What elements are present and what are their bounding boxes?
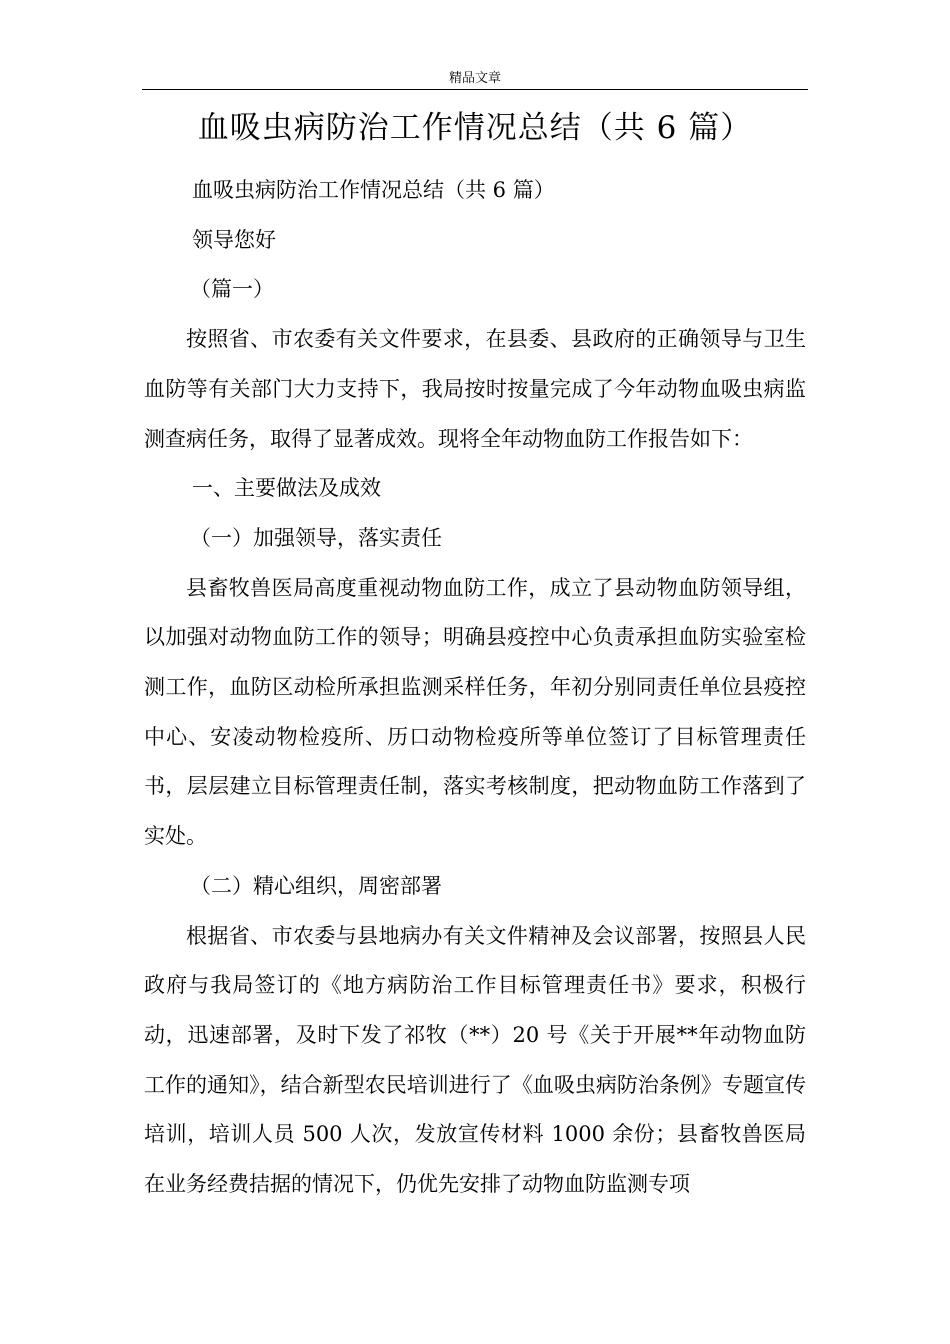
- section-label-paragraph: （篇一）: [190, 277, 274, 302]
- body-paragraph: 县畜牧兽医局高度重视动物血防工作，成立了县动物血防领导组，以加强对动物血防工作的领导；明确县疫控中心负责承担血防实验室检测工作，血防区动检所承担监测采样任务，年初分别同责任单位县疫控中心、安凌动物检疫所、历口动物检疫所等单位签订了目标管理责任书，层层建立目标管理责任制，落实考核制度，把动物血防工作落到了实处。: [144, 575, 806, 849]
- document-title: 血吸虫病防治工作情况总结（共 6 篇）: [197, 110, 753, 146]
- greeting-paragraph: 领导您好: [192, 227, 276, 252]
- subheading-paragraph: （一）加强领导，落实责任: [190, 525, 442, 550]
- body-paragraph: 根据省、市农委与县地病办有关文件精神及会议部署，按照县人民政府与我局签订的《地方病防治工作目标管理责任书》要求，积极行动，迅速部署，及时下发了祁牧（**）20 号《关于开展**年动物血防工作的通知》，结合新型农民培训进行了《血吸虫病防治条例》专题宣传培训，培训人员 500 人次，发放宣传材料 1000 余份；县畜牧兽医局在业务经费拮据的情况下，仍优先安排了动物血防监测专项: [144, 923, 806, 1197]
- subtitle-paragraph: 血吸虫病防治工作情况总结（共 6 篇）: [192, 178, 555, 202]
- heading-paragraph: 一、主要做法及成效: [192, 476, 381, 501]
- intro-paragraph: 按照省、市农委有关文件要求，在县委、县政府的正确领导与卫生血防等有关部门大力支持下，我局按时按量完成了今年动物血吸虫病监测查病任务，取得了显著成效。现将全年动物血防工作报告如下：: [144, 327, 806, 451]
- subheading-paragraph: （二）精心组织，周密部署: [190, 873, 442, 898]
- page-header: 精品文章: [142, 70, 808, 90]
- document-body: [144, 166, 806, 1210]
